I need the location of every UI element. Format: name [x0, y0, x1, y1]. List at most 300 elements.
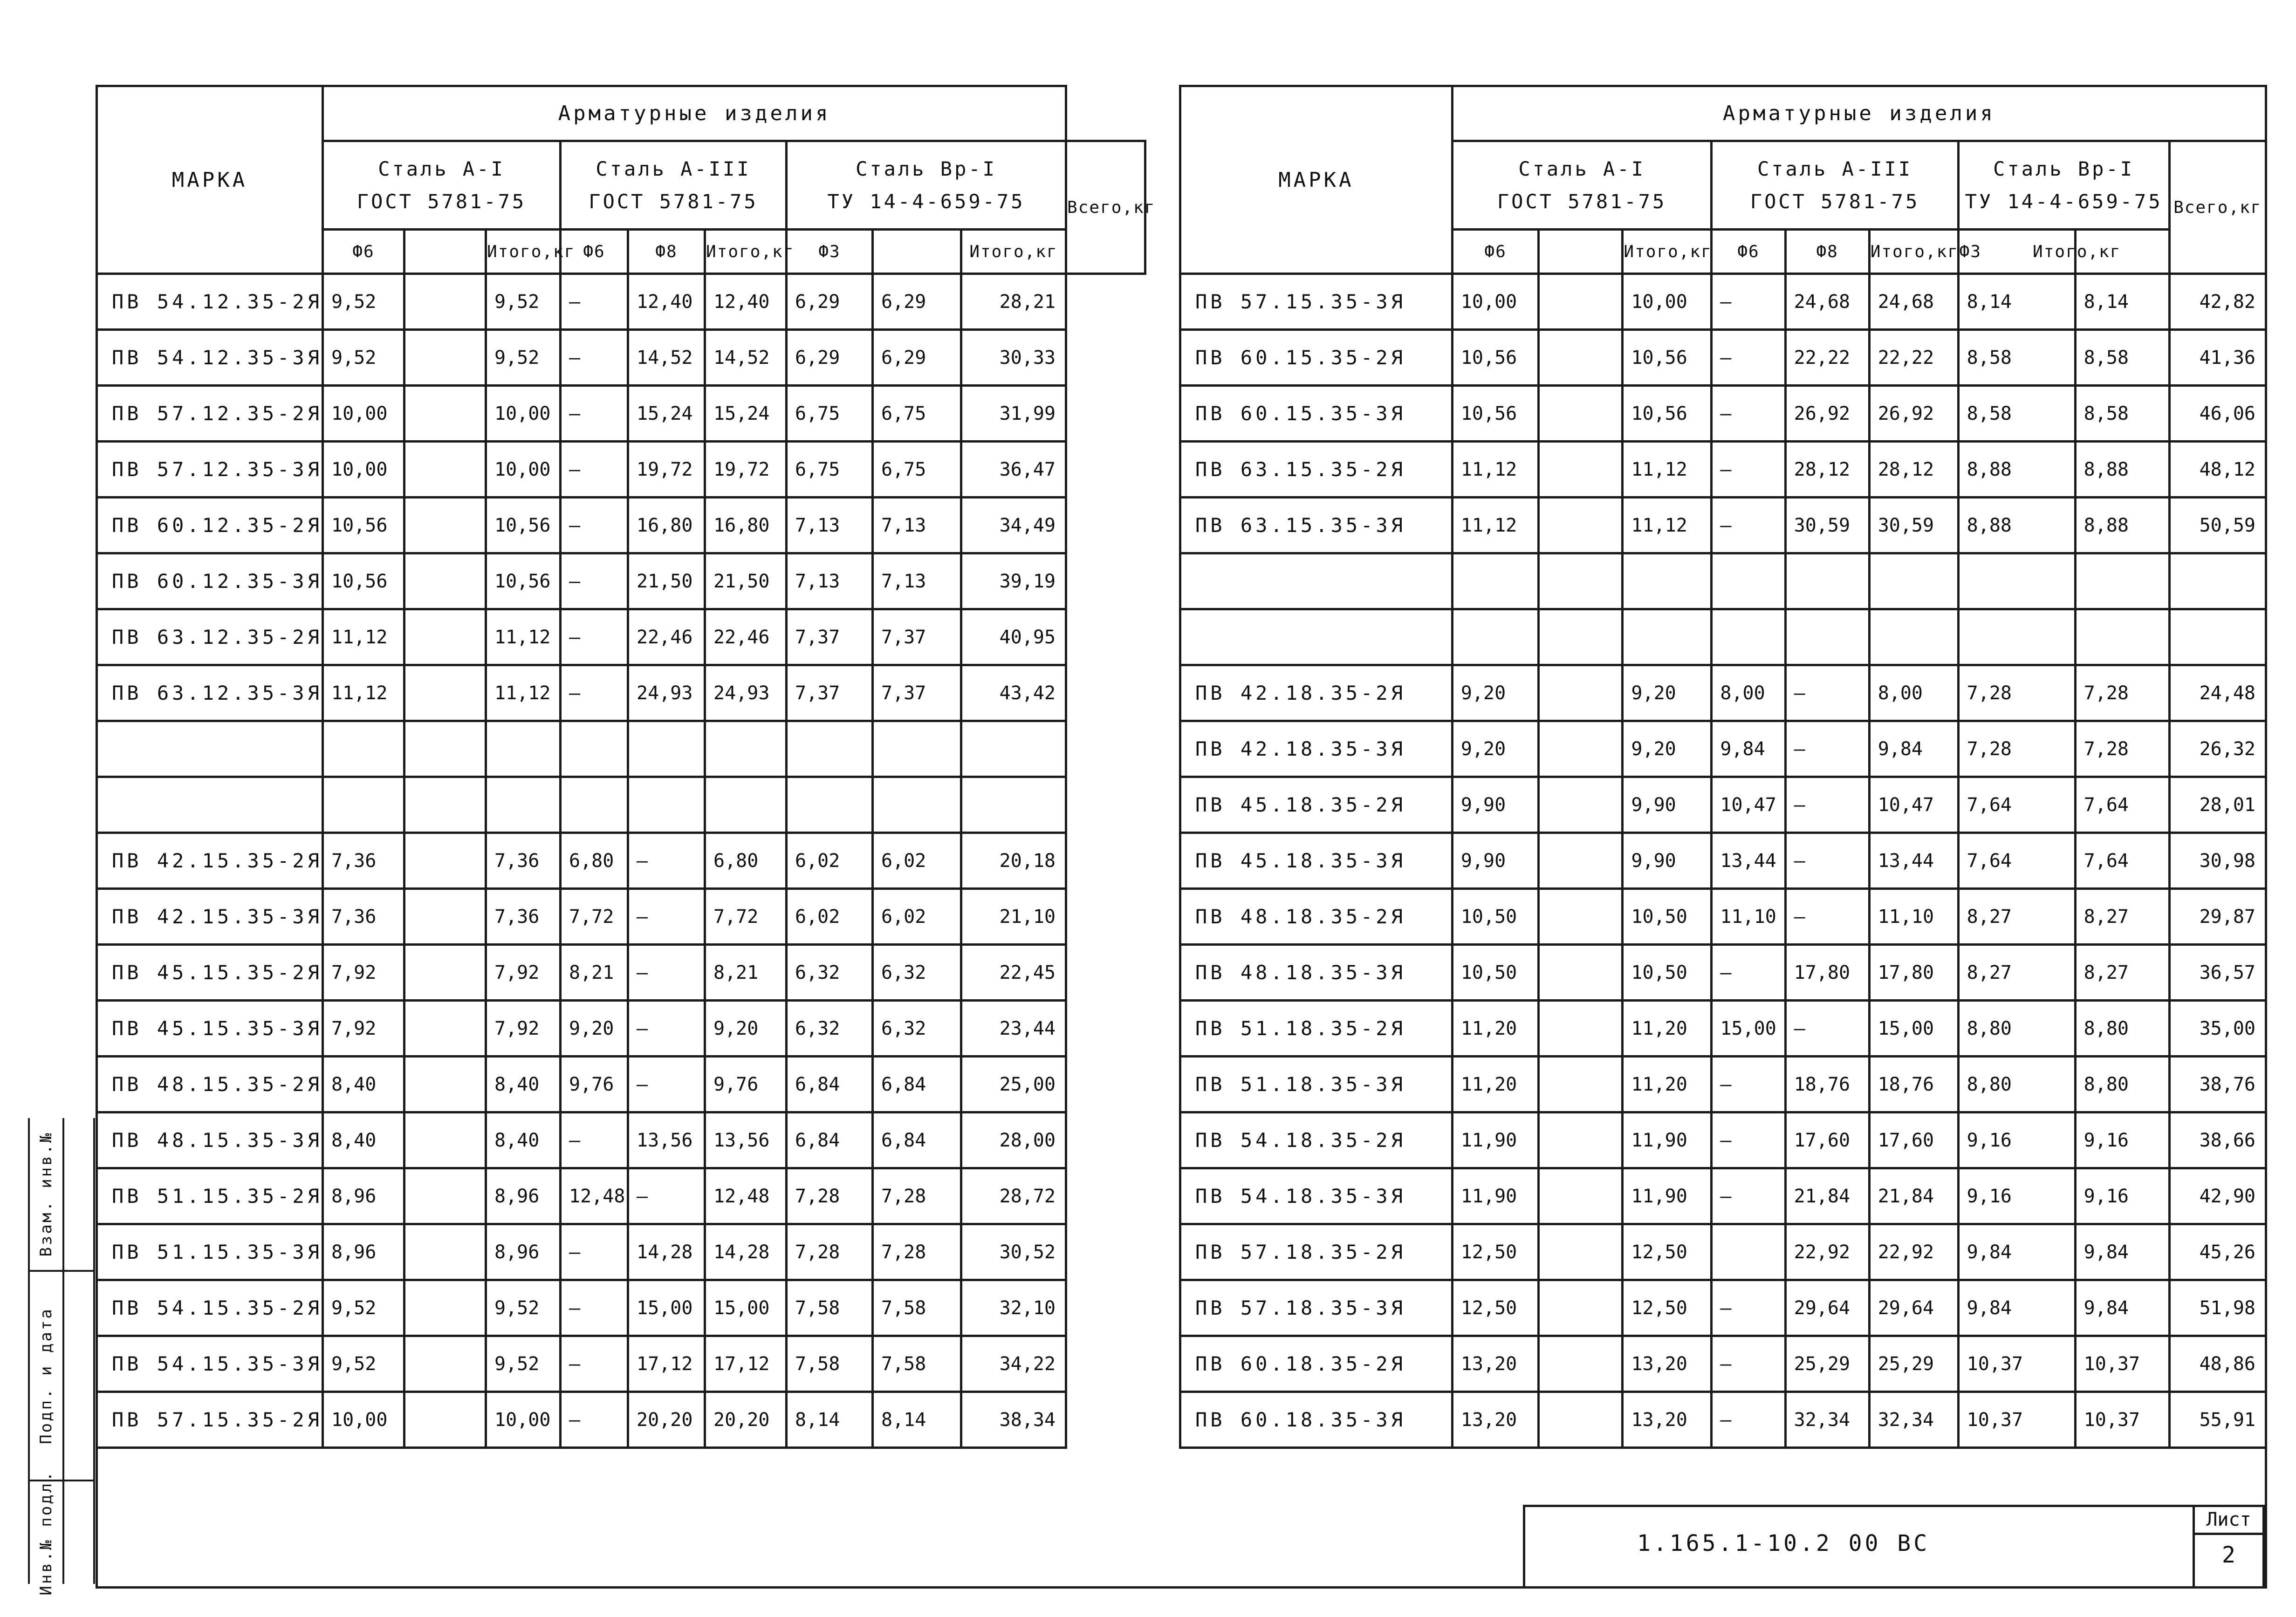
a3-d8-cell: 29,64	[1785, 1280, 1869, 1336]
a1-d6-cell: 10,00	[323, 1392, 404, 1448]
a1-d6-cell: 9,90	[1452, 777, 1539, 833]
row-mark	[97, 721, 323, 777]
vr-d3-cell	[1958, 553, 2075, 609]
row-mark: ПВ 54.12.35-2Я	[97, 274, 323, 330]
vr-d3-cell: 7,28	[787, 1168, 873, 1224]
table-row	[1180, 945, 2266, 1001]
table-row	[1180, 330, 2266, 386]
vr-total-cell: 6,32	[873, 1001, 961, 1057]
a1-d6-cell: 9,20	[1452, 721, 1539, 777]
a1-d6-cell: 12,50	[1452, 1280, 1539, 1336]
document-code: 1.165.1-10.2 00 ВС	[1637, 1530, 1930, 1556]
blank-cell	[1539, 665, 1623, 721]
row-total-cell: 30,98	[2169, 833, 2266, 889]
table-row	[97, 665, 1145, 721]
vr-total-cell: 8,58	[2075, 330, 2169, 386]
a3-d6-cell: —	[561, 609, 628, 665]
a1-d6-cell: 10,50	[1452, 889, 1539, 945]
a1-total-cell: 11,90	[1623, 1168, 1712, 1224]
blank-cell	[404, 1112, 486, 1168]
blank-cell	[404, 386, 486, 442]
row-total-cell: 29,87	[2169, 889, 2266, 945]
a3-d6-cell: —	[1712, 442, 1785, 498]
a1-d6-cell: 11,20	[1452, 1057, 1539, 1112]
row-mark: ПВ 60.12.35-3Я	[97, 553, 323, 609]
row-mark: ПВ 51.18.35-2Я	[1180, 1001, 1453, 1057]
side-cell-inv	[30, 1118, 62, 1272]
itogo-header: Итого,кг	[1623, 230, 1712, 274]
marka-header: МАРКА	[97, 86, 323, 274]
row-total-cell	[2169, 553, 2266, 609]
side-cell-inv-orig	[30, 1470, 62, 1596]
row-total-cell: 26,32	[2169, 721, 2266, 777]
a1-total-cell: 11,12	[1623, 442, 1712, 498]
blank-cell	[404, 1224, 486, 1280]
a3-total-cell	[1869, 553, 1958, 609]
vr-d3-cell: 10,37	[1958, 1392, 2075, 1448]
vr-total-cell: 9,16	[2075, 1168, 2169, 1224]
row-total-cell: 24,48	[2169, 665, 2266, 721]
table-row	[1180, 833, 2266, 889]
a3-d6-cell: 9,84	[1712, 721, 1785, 777]
row-total-cell: 50,59	[2169, 498, 2266, 553]
blank-cell	[1539, 609, 1623, 665]
row-total-cell: 21,10	[961, 889, 1066, 945]
table-row	[1180, 442, 2266, 498]
a1-total-cell: 9,90	[1623, 777, 1712, 833]
a3-total-cell: 16,80	[705, 498, 787, 553]
vr-d3-cell: 6,29	[787, 274, 873, 330]
a1-d6-cell	[1452, 553, 1539, 609]
row-mark: ПВ 51.15.35-2Я	[97, 1168, 323, 1224]
a1-total-cell: 10,50	[1623, 945, 1712, 1001]
row-mark: ПВ 57.12.35-3Я	[97, 442, 323, 498]
a1-d6-cell: 10,50	[1452, 945, 1539, 1001]
table-row	[97, 889, 1145, 945]
a3-total-cell: 24,93	[705, 665, 787, 721]
table-row	[97, 1224, 1145, 1280]
side-stamp-values	[61, 1118, 95, 1584]
vr-d3-cell: 8,14	[787, 1392, 873, 1448]
a1-d6-cell: 10,56	[323, 498, 404, 553]
steel3-header: Сталь Вр-I ТУ 14-4-659-75	[787, 141, 1066, 230]
a3-d8-cell: 17,80	[1785, 945, 1869, 1001]
a3-d6-cell: —	[561, 1336, 628, 1392]
vr-d3-cell: 7,28	[1958, 665, 2075, 721]
a3-total-cell: 20,20	[705, 1392, 787, 1448]
a3-d6-cell: —	[561, 665, 628, 721]
a1-total-cell: 13,20	[1623, 1392, 1712, 1448]
a3-d8-cell: 18,76	[1785, 1057, 1869, 1112]
vr-total-cell: 6,02	[873, 889, 961, 945]
a3-total-cell: 13,56	[705, 1112, 787, 1168]
a3-d6-cell: —	[1712, 274, 1785, 330]
vr-total-cell: 8,27	[2075, 945, 2169, 1001]
row-total-cell: 35,00	[2169, 1001, 2266, 1057]
a3-d8-cell: 17,60	[1785, 1112, 1869, 1168]
left-spec-table	[96, 85, 1156, 1449]
a3-d6-cell: —	[1712, 1057, 1785, 1112]
table-row	[97, 330, 1145, 386]
a1-total-cell: 7,36	[486, 833, 561, 889]
vr-d3-cell	[787, 777, 873, 833]
a3-d8-cell: 13,56	[628, 1112, 705, 1168]
total-header: Всего,кг	[2169, 141, 2266, 274]
a3-d8-cell: —	[628, 833, 705, 889]
a1-total-cell: 11,12	[486, 665, 561, 721]
a3-d8-cell: 26,92	[1785, 386, 1869, 442]
a3-total-cell: 19,72	[705, 442, 787, 498]
a3-d8-cell: 24,68	[1785, 274, 1869, 330]
vr-d3-cell: 6,75	[787, 386, 873, 442]
d6-header: Ф6	[1712, 230, 1785, 274]
a3-d6-cell	[1712, 1224, 1785, 1280]
blank-cell	[404, 330, 486, 386]
a3-d8-cell	[628, 721, 705, 777]
a3-total-cell: 22,92	[1869, 1224, 1958, 1280]
a3-d8-cell: —	[628, 1001, 705, 1057]
d8-header: Ф8	[628, 230, 705, 274]
vr-total-cell: 8,80	[2075, 1001, 2169, 1057]
a1-total-cell	[1623, 553, 1712, 609]
vr-d3-cell: 7,64	[1958, 777, 2075, 833]
a3-total-cell: 9,84	[1869, 721, 1958, 777]
vr-total-cell: 8,88	[2075, 442, 2169, 498]
table-row	[97, 1280, 1145, 1336]
a3-d8-cell	[628, 777, 705, 833]
a3-d8-cell: 22,92	[1785, 1224, 1869, 1280]
row-mark: ПВ 45.18.35-2Я	[1180, 777, 1453, 833]
a3-d8-cell: 14,52	[628, 330, 705, 386]
a1-total-cell: 11,20	[1623, 1057, 1712, 1112]
blank-header	[873, 230, 961, 274]
vr-total-cell: 7,58	[873, 1336, 961, 1392]
a3-d6-cell: 11,10	[1712, 889, 1785, 945]
vr-d3-cell: 8,58	[1958, 330, 2075, 386]
row-mark: ПВ 48.15.35-3Я	[97, 1112, 323, 1168]
vr-d3-cell: 7,37	[787, 665, 873, 721]
a1-d6-cell: 9,52	[323, 330, 404, 386]
row-total-cell	[961, 721, 1066, 777]
a1-total-cell	[486, 777, 561, 833]
vr-d3-cell: 8,88	[1958, 498, 2075, 553]
row-mark: ПВ 63.15.35-2Я	[1180, 442, 1453, 498]
a1-total-cell: 11,90	[1623, 1112, 1712, 1168]
a1-d6-cell: 7,92	[323, 945, 404, 1001]
a3-d8-cell: 20,20	[628, 1392, 705, 1448]
steel1-header: Сталь А-I ГОСТ 5781-75	[323, 141, 561, 230]
row-total-cell: 51,98	[2169, 1280, 2266, 1336]
a3-total-cell: 17,80	[1869, 945, 1958, 1001]
row-total-cell: 55,91	[2169, 1392, 2266, 1448]
a3-total-cell: 12,40	[705, 274, 787, 330]
a1-d6-cell: 11,12	[1452, 442, 1539, 498]
a3-d6-cell: 9,20	[561, 1001, 628, 1057]
row-total-cell: 30,33	[961, 330, 1066, 386]
a3-d8-cell: 21,50	[628, 553, 705, 609]
blank-cell	[1539, 833, 1623, 889]
blank-cell	[1539, 1392, 1623, 1448]
vr-total-cell	[873, 777, 961, 833]
vr-d3-cell: 8,27	[1958, 945, 2075, 1001]
a1-total-cell	[1623, 609, 1712, 665]
vr-d3-cell	[787, 721, 873, 777]
a3-total-cell: 8,21	[705, 945, 787, 1001]
vr-d3-cell: 6,84	[787, 1112, 873, 1168]
row-mark: ПВ 54.18.35-2Я	[1180, 1112, 1453, 1168]
row-mark: ПВ 57.15.35-3Я	[1180, 274, 1453, 330]
vr-d3-cell	[1958, 609, 2075, 665]
blank-cell	[1539, 777, 1623, 833]
row-total-cell: 48,86	[2169, 1336, 2266, 1392]
row-mark: ПВ 54.18.35-3Я	[1180, 1168, 1453, 1224]
a3-d6-cell: —	[1712, 1280, 1785, 1336]
a3-d8-cell: 25,29	[1785, 1336, 1869, 1392]
a1-total-cell: 8,40	[486, 1057, 561, 1112]
a3-d6-cell: —	[1712, 386, 1785, 442]
a3-d6-cell: —	[561, 442, 628, 498]
row-mark: ПВ 63.12.35-2Я	[97, 609, 323, 665]
a3-d6-cell: —	[1712, 330, 1785, 386]
d8-header: Ф8	[1785, 230, 1869, 274]
a3-total-cell: 15,00	[705, 1280, 787, 1336]
a3-d6-cell	[1712, 553, 1785, 609]
vr-total-cell: 10,37	[2075, 1392, 2169, 1448]
blank-cell	[404, 777, 486, 833]
a3-total-cell: 10,47	[1869, 777, 1958, 833]
a3-d6-cell: —	[1712, 1336, 1785, 1392]
row-total-cell	[961, 777, 1066, 833]
table-row	[97, 721, 1145, 777]
vr-total-cell: 8,14	[2075, 274, 2169, 330]
row-total-cell: 41,36	[2169, 330, 2266, 386]
table-row	[97, 945, 1145, 1001]
blank-cell	[404, 1168, 486, 1224]
sheet-cell	[2193, 1507, 2262, 1589]
a3-d8-cell: 17,12	[628, 1336, 705, 1392]
a1-total-cell: 11,12	[1623, 498, 1712, 553]
blank-cell	[1539, 274, 1623, 330]
row-mark: ПВ 60.15.35-3Я	[1180, 386, 1453, 442]
table-row	[1180, 498, 2266, 553]
a1-d6-cell: 8,96	[323, 1224, 404, 1280]
table-row	[1180, 274, 2266, 330]
row-mark: ПВ 63.12.35-3Я	[97, 665, 323, 721]
blank-cell	[1539, 330, 1623, 386]
row-total-cell: 22,45	[961, 945, 1066, 1001]
row-total-cell: 40,95	[961, 609, 1066, 665]
a3-d8-cell: 28,12	[1785, 442, 1869, 498]
a3-d6-cell: 12,48	[561, 1168, 628, 1224]
row-total-cell: 42,82	[2169, 274, 2266, 330]
side-label-sign: Подп. и дата	[37, 1307, 55, 1444]
sheet-number: 2	[2222, 1542, 2235, 1568]
d3-header: Ф3 Итого,кг	[1958, 230, 2075, 274]
blank-cell	[1539, 1224, 1623, 1280]
a1-d6-cell: 11,12	[323, 609, 404, 665]
itogo-header: Итого,кг	[961, 230, 1066, 274]
vr-total-cell: 6,29	[873, 330, 961, 386]
row-total-cell: 36,47	[961, 442, 1066, 498]
a3-d6-cell: 13,44	[1712, 833, 1785, 889]
table-row	[97, 553, 1145, 609]
blank-cell	[404, 442, 486, 498]
a3-total-cell: 25,29	[1869, 1336, 1958, 1392]
blank-cell	[404, 1336, 486, 1392]
a3-d8-cell: 22,46	[628, 609, 705, 665]
row-mark: ПВ 57.18.35-3Я	[1180, 1280, 1453, 1336]
row-mark: ПВ 48.15.35-2Я	[97, 1057, 323, 1112]
row-total-cell: 38,66	[2169, 1112, 2266, 1168]
a3-d6-cell: —	[1712, 498, 1785, 553]
vr-d3-cell: 9,84	[1958, 1280, 2075, 1336]
a3-total-cell	[705, 777, 787, 833]
row-total-cell: 36,57	[2169, 945, 2266, 1001]
vr-total-cell: 8,14	[873, 1392, 961, 1448]
group-header: Арматурные изделия	[1452, 86, 2266, 141]
vr-total-cell: 7,58	[873, 1280, 961, 1336]
a3-total-cell: 22,46	[705, 609, 787, 665]
blank-header	[404, 230, 486, 274]
vr-d3-cell: 7,58	[787, 1336, 873, 1392]
blank-cell	[404, 1392, 486, 1448]
a3-d8-cell: —	[1785, 665, 1869, 721]
a3-d6-cell: 6,80	[561, 833, 628, 889]
a3-total-cell	[1869, 609, 1958, 665]
a1-d6-cell: 11,90	[1452, 1112, 1539, 1168]
a1-total-cell: 9,52	[486, 1280, 561, 1336]
row-mark: ПВ 54.15.35-2Я	[97, 1280, 323, 1336]
vr-total-cell: 8,27	[2075, 889, 2169, 945]
vr-d3-cell: 8,27	[1958, 889, 2075, 945]
a3-total-cell: 22,22	[1869, 330, 1958, 386]
a3-d6-cell: —	[561, 1392, 628, 1448]
row-mark	[1180, 553, 1453, 609]
side-stamp-labels	[28, 1118, 64, 1596]
blank-cell	[1539, 386, 1623, 442]
a1-total-cell: 8,40	[486, 1112, 561, 1168]
table-row	[1180, 721, 2266, 777]
a3-d6-cell: —	[1712, 1168, 1785, 1224]
blank-cell	[404, 665, 486, 721]
vr-d3-cell: 6,75	[787, 442, 873, 498]
a1-d6-cell: 7,36	[323, 833, 404, 889]
blank-cell	[404, 1280, 486, 1336]
a1-total-cell: 10,56	[1623, 330, 1712, 386]
a3-d6-cell	[561, 721, 628, 777]
row-mark: ПВ 60.12.35-2Я	[97, 498, 323, 553]
row-total-cell	[2169, 609, 2266, 665]
a1-d6-cell: 13,20	[1452, 1336, 1539, 1392]
blank-cell	[404, 274, 486, 330]
a3-d6-cell: 8,21	[561, 945, 628, 1001]
a3-d8-cell: —	[1785, 889, 1869, 945]
row-mark: ПВ 54.15.35-3Я	[97, 1336, 323, 1392]
row-total-cell: 28,21	[961, 274, 1066, 330]
a1-total-cell: 10,56	[1623, 386, 1712, 442]
a3-d8-cell: 12,40	[628, 274, 705, 330]
row-mark: ПВ 42.15.35-3Я	[97, 889, 323, 945]
a3-d6-cell: 9,76	[561, 1057, 628, 1112]
vr-d3-cell: 6,32	[787, 945, 873, 1001]
d3-header: Ф3	[787, 230, 873, 274]
a3-total-cell: 9,20	[705, 1001, 787, 1057]
a1-total-cell: 13,20	[1623, 1336, 1712, 1392]
row-total-cell: 43,42	[961, 665, 1066, 721]
steel2-header: Сталь А-III ГОСТ 5781-75	[561, 141, 787, 230]
row-mark: ПВ 42.18.35-2Я	[1180, 665, 1453, 721]
row-mark: ПВ 48.18.35-3Я	[1180, 945, 1453, 1001]
blank-cell	[1539, 1280, 1623, 1336]
vr-total-cell: 6,02	[873, 833, 961, 889]
vr-total-cell: 8,58	[2075, 386, 2169, 442]
vr-d3-cell: 9,84	[1958, 1224, 2075, 1280]
blank-cell	[404, 721, 486, 777]
a3-total-cell: 32,34	[1869, 1392, 1958, 1448]
a3-total-cell: 9,76	[705, 1057, 787, 1112]
vr-d3-cell: 8,14	[1958, 274, 2075, 330]
vr-d3-cell: 6,84	[787, 1057, 873, 1112]
a3-total-cell: 12,48	[705, 1168, 787, 1224]
row-total-cell: 48,12	[2169, 442, 2266, 498]
a1-total-cell: 8,96	[486, 1168, 561, 1224]
a3-d8-cell: —	[628, 889, 705, 945]
vr-total-cell: 7,28	[873, 1168, 961, 1224]
a3-d8-cell: 15,00	[628, 1280, 705, 1336]
a1-total-cell: 8,96	[486, 1224, 561, 1280]
table-row	[97, 274, 1145, 330]
a1-d6-cell: 10,56	[1452, 386, 1539, 442]
vr-total-cell	[2075, 553, 2169, 609]
a1-total-cell: 10,56	[486, 553, 561, 609]
table-row	[1180, 386, 2266, 442]
a1-total-cell: 9,20	[1623, 721, 1712, 777]
row-mark: ПВ 45.18.35-3Я	[1180, 833, 1453, 889]
vr-d3-cell: 8,58	[1958, 386, 2075, 442]
row-mark: ПВ 42.15.35-2Я	[97, 833, 323, 889]
frame-right-border	[2265, 1435, 2267, 1586]
a3-d8-cell: 30,59	[1785, 498, 1869, 553]
blank-header	[1539, 230, 1623, 274]
a1-d6-cell	[1452, 609, 1539, 665]
a3-d8-cell: 19,72	[628, 442, 705, 498]
row-mark: ПВ 51.15.35-3Я	[97, 1224, 323, 1280]
vr-total-cell: 7,13	[873, 498, 961, 553]
a1-d6-cell	[323, 777, 404, 833]
a3-d8-cell: 21,84	[1785, 1168, 1869, 1224]
a1-total-cell: 9,90	[1623, 833, 1712, 889]
vr-d3-cell: 6,02	[787, 833, 873, 889]
a1-d6-cell: 10,56	[1452, 330, 1539, 386]
side-cell-sign	[30, 1272, 62, 1481]
a3-d6-cell: —	[1712, 945, 1785, 1001]
blank-cell	[1539, 553, 1623, 609]
a3-d8-cell: 22,22	[1785, 330, 1869, 386]
a1-total-cell: 9,20	[1623, 665, 1712, 721]
blank-cell	[404, 498, 486, 553]
a3-d6-cell: —	[1712, 1112, 1785, 1168]
a1-d6-cell: 11,90	[1452, 1168, 1539, 1224]
vr-total-cell: 6,75	[873, 386, 961, 442]
vr-total-cell: 8,88	[2075, 498, 2169, 553]
a3-d8-cell: —	[628, 1057, 705, 1112]
row-total-cell: 46,06	[2169, 386, 2266, 442]
row-mark: ПВ 60.18.35-3Я	[1180, 1392, 1453, 1448]
row-total-cell: 28,00	[961, 1112, 1066, 1168]
itogo-header: Итого,кг	[1869, 230, 1958, 274]
vr-total-cell: 7,28	[873, 1224, 961, 1280]
a1-d6-cell: 9,52	[323, 1336, 404, 1392]
